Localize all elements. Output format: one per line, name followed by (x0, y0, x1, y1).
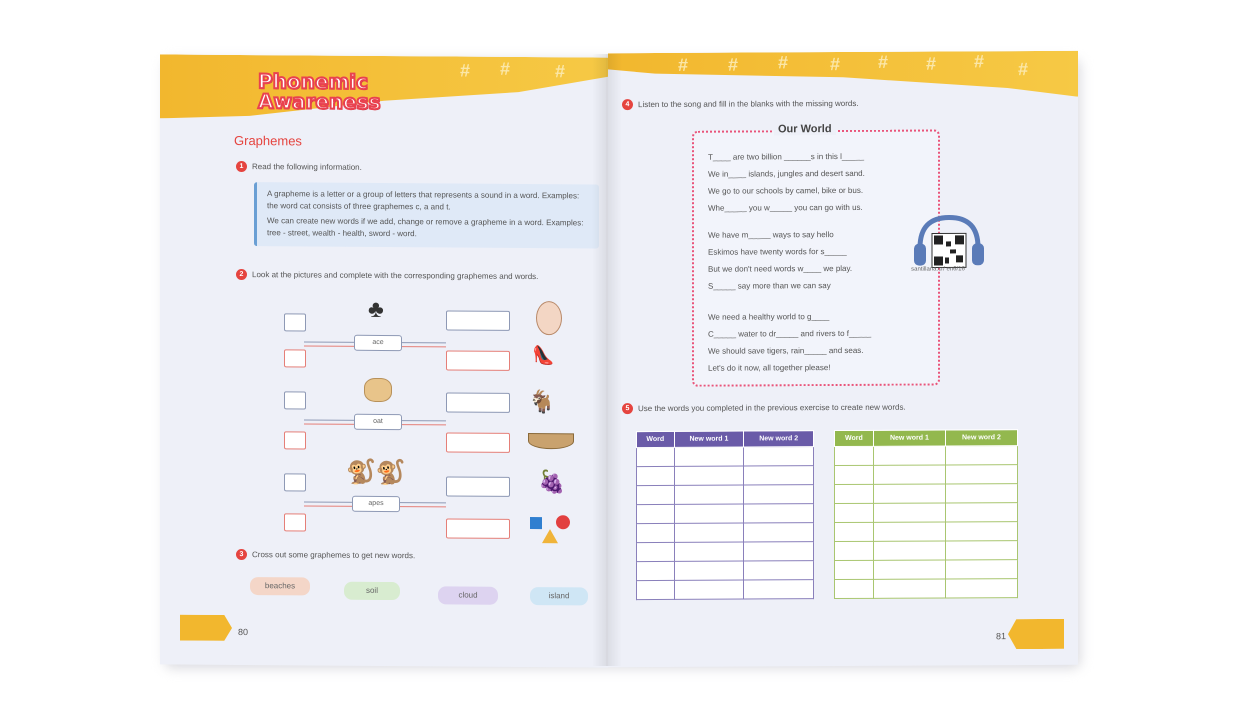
table-cell[interactable] (744, 466, 814, 485)
goat-icon: 🐐 (528, 389, 556, 415)
table-cell[interactable] (674, 542, 744, 561)
cross-word-pill[interactable]: beaches (250, 577, 310, 595)
answer-box[interactable] (446, 476, 510, 496)
table-cell[interactable] (637, 523, 675, 542)
table-header: New word 1 (873, 430, 945, 446)
table-row (637, 580, 814, 600)
word-label: oat (354, 414, 402, 430)
decor-hash-icon: # (974, 51, 985, 72)
table-cell[interactable] (744, 447, 814, 466)
lyric-line: Let's do it now, all together please! (708, 363, 831, 373)
boat-icon (528, 433, 574, 449)
table-cell[interactable] (637, 447, 675, 466)
info-paragraph-2: We can create new words if we add, change or remove a grapheme in a word. Examples: tree - street, wealth - health, sword - word. (267, 216, 584, 239)
decor-hash-icon: # (500, 58, 511, 79)
word-label: apes (352, 496, 400, 512)
answer-box[interactable] (446, 350, 510, 370)
cross-word-pill[interactable]: soil (344, 582, 400, 600)
lyric-line: We go to our schools by camel, bike or bus. (708, 185, 864, 196)
answer-box[interactable] (446, 392, 510, 412)
table-cell[interactable] (674, 466, 744, 485)
table-cell[interactable] (637, 485, 675, 504)
table-cell[interactable] (637, 504, 675, 523)
step-instruction: Cross out some graphemes to get new words. (252, 550, 416, 561)
step-number: 3 (236, 549, 247, 560)
section-logo (258, 71, 381, 112)
step-number: 4 (622, 99, 633, 110)
qr-caption: santillana.cr/ en6/16 (911, 266, 965, 273)
table-cell[interactable] (945, 560, 1017, 579)
table-body (835, 446, 1018, 599)
decor-hash-icon: # (926, 53, 937, 74)
lyric-line: We need a healthy world to g____ (708, 312, 830, 322)
table-cell[interactable] (873, 522, 945, 541)
left-page (160, 54, 608, 667)
table-cell[interactable] (835, 465, 874, 484)
table-cell[interactable] (835, 560, 874, 579)
step-instruction: Read the following information. (252, 162, 362, 172)
section-title: Graphemes (234, 132, 302, 149)
word-table-purple (636, 430, 814, 600)
table-row (637, 447, 814, 467)
table-cell[interactable] (873, 446, 945, 465)
table-row (835, 579, 1018, 599)
step-4 (622, 98, 859, 110)
table-cell[interactable] (873, 541, 945, 560)
step-3 (236, 549, 415, 561)
table-cell[interactable] (945, 541, 1017, 560)
answer-box[interactable] (284, 431, 306, 449)
lyric-line: We in____ islands, jungles and desert sand. (708, 168, 865, 179)
table-header: Word (637, 431, 675, 447)
table-cell[interactable] (744, 542, 814, 561)
table-cell[interactable] (674, 485, 744, 504)
lyric-line: C_____ water to dr_____ and rivers to f_____ (708, 328, 872, 339)
table-cell[interactable] (945, 579, 1017, 598)
page-tab (180, 615, 232, 641)
step-number: 1 (236, 161, 247, 172)
song-title: Our World (774, 123, 836, 135)
table-cell[interactable] (873, 503, 945, 522)
decor-hash-icon: # (778, 52, 789, 73)
info-paragraph-1: A grapheme is a letter or a group of letters that represents a sound in a word. Examples: the word cat consists of three graphemes c, a and t. (267, 189, 580, 212)
right-page (608, 51, 1078, 667)
info-box (254, 182, 599, 248)
table-row (637, 466, 814, 486)
cross-word-pill[interactable]: island (530, 587, 588, 605)
table-row (835, 541, 1018, 561)
circle-shape-icon (556, 515, 570, 529)
table-cell[interactable] (674, 580, 744, 599)
lyric-line: Whe_____ you w_____ you can go with us. (708, 202, 863, 213)
headphones-qr-icon[interactable] (912, 211, 986, 285)
table-cell[interactable] (744, 504, 814, 523)
table-header: New word 1 (674, 431, 744, 447)
answer-box[interactable] (284, 349, 306, 367)
table-row (637, 542, 814, 562)
table-cell[interactable] (835, 503, 874, 522)
logo-line-1: Phonemic (258, 69, 368, 94)
table-cell[interactable] (945, 465, 1017, 484)
table-cell[interactable] (744, 485, 814, 504)
step-1 (236, 161, 362, 173)
lyric-line: But we don't need words w____ we play. (708, 263, 853, 274)
answer-box[interactable] (446, 310, 510, 330)
decor-hash-icon: # (1018, 59, 1029, 80)
answer-box[interactable] (284, 313, 306, 331)
table-cell[interactable] (945, 522, 1017, 541)
step-instruction: Use the words you completed in the previous exercise to create new words. (638, 402, 906, 414)
lyric-line: We should save tigers, rain_____ and seas. (708, 345, 864, 356)
table-cell[interactable] (637, 561, 675, 580)
lyric-line: S_____ say more than we can say (708, 281, 831, 291)
square-shape-icon (530, 517, 542, 529)
table-row (835, 560, 1018, 580)
oats-icon (364, 378, 392, 402)
step-2 (236, 269, 538, 282)
lyric-line: We have m_____ ways to say hello (708, 230, 834, 240)
table-cell[interactable] (945, 446, 1017, 465)
table-cell[interactable] (945, 503, 1017, 522)
grapes-icon: 🍇 (538, 469, 566, 495)
table-cell[interactable] (674, 447, 744, 466)
table-cell[interactable] (945, 484, 1017, 503)
table-header: Word (835, 430, 874, 446)
word-table-green (834, 429, 1018, 599)
playing-card-icon: ♣ (368, 295, 384, 323)
decor-hash-icon: # (678, 54, 689, 75)
step-5 (622, 402, 906, 414)
table-row (835, 522, 1018, 542)
table-cell[interactable] (835, 541, 874, 560)
page-number: 81 (996, 631, 1007, 642)
logo-line-2: Awareness (258, 89, 381, 114)
table-row (637, 504, 814, 524)
song-box (692, 123, 940, 386)
table-cell[interactable] (873, 484, 945, 503)
table-cell[interactable] (744, 561, 814, 580)
table-cell[interactable] (873, 465, 945, 484)
table-row (835, 503, 1018, 523)
table-body (637, 447, 814, 600)
page-tab (1008, 619, 1064, 649)
table-cell[interactable] (835, 484, 874, 503)
page-number: 80 (238, 626, 249, 638)
step-number: 5 (622, 403, 633, 414)
answer-box[interactable] (446, 432, 510, 452)
lyric-line: Eskimos have twenty words for s_____ (708, 246, 847, 257)
table-cell[interactable] (835, 446, 874, 465)
step-instruction: Listen to the song and fill in the blanks with the missing words. (638, 98, 859, 110)
answer-box[interactable] (284, 391, 306, 409)
decor-hash-icon: # (878, 51, 889, 72)
table-row (835, 446, 1018, 466)
table-row (637, 485, 814, 505)
cross-word-pill[interactable]: cloud (438, 586, 498, 604)
answer-box[interactable] (446, 518, 510, 538)
table-cell[interactable] (744, 523, 814, 542)
table-row (637, 523, 814, 543)
decor-hash-icon: # (830, 54, 841, 75)
table-header: New word 2 (744, 431, 814, 447)
shoes-icon: 👠 (532, 345, 555, 366)
table-cell[interactable] (873, 579, 945, 598)
answer-box[interactable] (284, 513, 306, 531)
triangle-shape-icon (542, 529, 558, 543)
word-label: ace (354, 335, 402, 351)
table-cell[interactable] (637, 466, 675, 485)
lyric-line: T____ are two billion ______s in this l_____ (708, 151, 865, 162)
step-instruction: Look at the pictures and complete with the corresponding graphemes and words. (252, 270, 539, 282)
table-row (835, 484, 1018, 504)
table-cell[interactable] (674, 523, 744, 542)
table-cell[interactable] (674, 504, 744, 523)
table-cell[interactable] (873, 560, 945, 579)
table-row (637, 561, 814, 581)
table-header: New word 2 (945, 430, 1017, 446)
top-banner (160, 54, 608, 121)
table-cell[interactable] (674, 561, 744, 580)
decor-hash-icon: # (460, 60, 471, 81)
monkeys-icon: 🐒🐒 (346, 458, 406, 487)
table-row (835, 465, 1018, 485)
answer-box[interactable] (284, 473, 306, 491)
table-cell[interactable] (835, 522, 874, 541)
decor-hash-icon: # (728, 54, 739, 75)
step-number: 2 (236, 269, 247, 280)
table-cell[interactable] (744, 580, 814, 599)
table-cell[interactable] (835, 579, 874, 598)
decor-hash-icon: # (555, 61, 566, 82)
table-cell[interactable] (637, 580, 675, 599)
face-icon (536, 301, 562, 335)
book-gutter (592, 54, 622, 666)
table-cell[interactable] (637, 542, 675, 561)
